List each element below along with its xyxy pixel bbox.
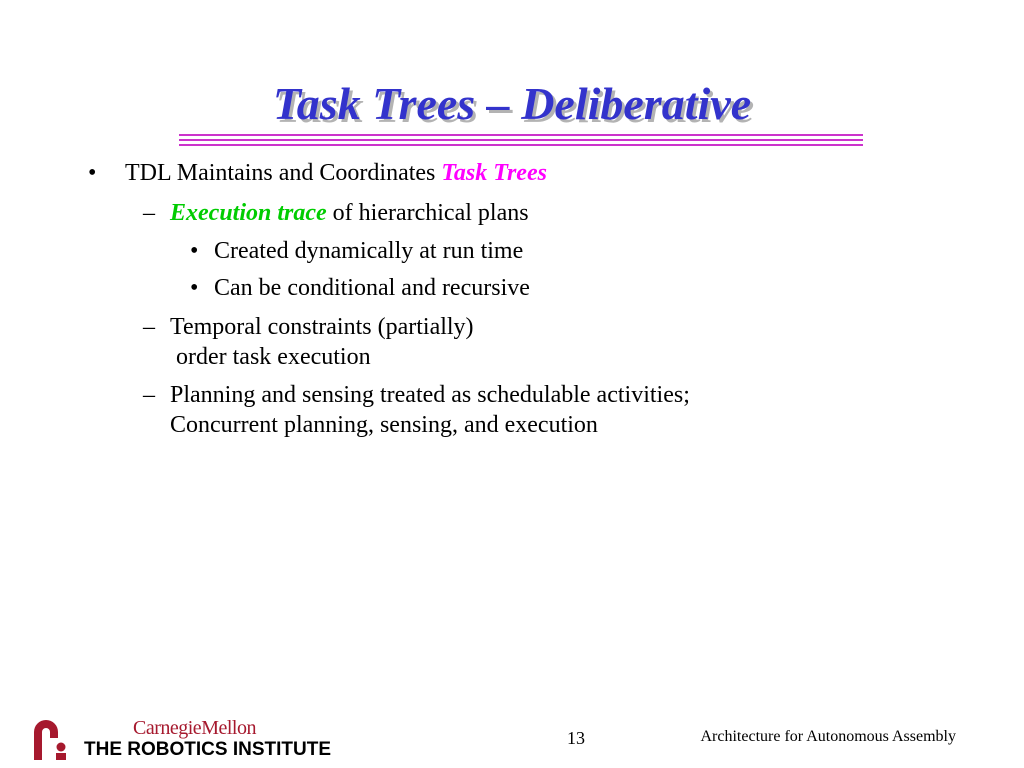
slide-title: Task Trees – Deliberative xyxy=(272,78,752,129)
bullet-text: TDL Maintains and Coordinates xyxy=(125,160,442,186)
dash-marker: – xyxy=(143,382,155,408)
sub-bullet-line: Concurrent planning, sensing, and execution xyxy=(170,412,598,438)
dash-marker: – xyxy=(143,200,155,226)
sub-bullet-line: Planning and sensing treated as schedulable activities; xyxy=(170,382,690,408)
bullet-item xyxy=(125,158,547,188)
sub-bullet-highlight: Execution trace xyxy=(170,200,327,226)
robotics-institute-wordmark: THE ROBOTICS INSTITUTE xyxy=(84,739,331,760)
carnegie-mellon-wordmark: CarnegieMellon xyxy=(133,717,256,739)
page-number: 13 xyxy=(567,728,585,748)
sub-sub-bullet-marker: • xyxy=(190,238,199,264)
bullet-highlight: Task Trees xyxy=(441,160,547,186)
sub-sub-bullet-item: Can be conditional and recursive xyxy=(214,275,530,301)
dash-marker: – xyxy=(143,314,155,340)
sub-sub-bullet-item: Created dynamically at run time xyxy=(214,238,524,264)
sub-bullet-item xyxy=(170,198,529,228)
sub-bullet-text: of hierarchical plans xyxy=(326,200,529,226)
bullet-marker: • xyxy=(88,160,97,186)
sub-sub-bullet-marker: • xyxy=(190,275,199,301)
footer-course-title: Architecture for Autonomous Assembly xyxy=(700,728,956,745)
robotics-institute-logo-icon xyxy=(30,718,70,760)
sub-bullet-line: order task execution xyxy=(170,344,371,370)
sub-bullet-line: Temporal constraints (partially) xyxy=(170,314,474,340)
